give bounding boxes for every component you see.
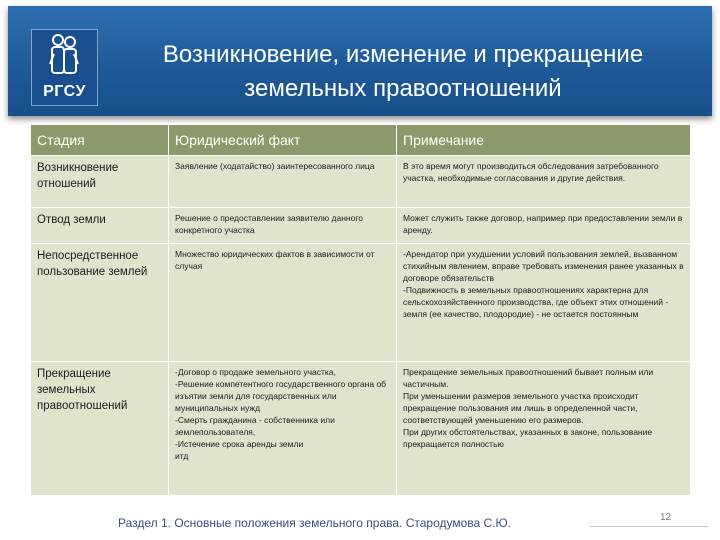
table-header-row bbox=[31, 125, 691, 156]
footer-text: Раздел 1. Основные положения земельного права. Стародумова С.Ю. bbox=[118, 516, 512, 530]
header-stage: Стадия bbox=[31, 125, 169, 156]
row-legal-fact: Решение о предоставлении заявителю данного конкретного участка bbox=[169, 208, 397, 244]
slide-title bbox=[103, 38, 703, 106]
legal-relations-table bbox=[30, 124, 691, 496]
row-note: -Арендатор при ухудшении условий пользования землей, вызванном стихийным явлением, вправе требовать изменения ранее указанных в договоре обязательств -Подвижность в земельных правоотношениях характерна для сельскохозяйственного производства, где объект этих отношений - земля (ее качество, плодородие) - не остается постоянным bbox=[397, 244, 691, 362]
row-note: Прекращение земельных правоотношений бывает полным или частичным. При уменьшении размеров земельного участка происходит прекращение пользования им лишь в определенной части, соответствующей уменьшению его размеров. При других обстоятельствах, указанных в законе, пользование прекращается полностью bbox=[397, 362, 691, 496]
title-line-2: земельных правоотношений bbox=[244, 75, 562, 102]
slide-header bbox=[8, 6, 712, 116]
row-stage: Возникновение отношений bbox=[31, 156, 169, 208]
row-note: Может служить также договор, например при предоставлении земли в аренду. bbox=[397, 208, 691, 244]
university-logo bbox=[31, 29, 98, 106]
row-stage: Непосредственное пользование землей bbox=[31, 244, 169, 362]
row-legal-fact: Множество юридических фактов в зависимости от случая bbox=[169, 244, 397, 362]
logo-text: РГСУ bbox=[43, 83, 86, 100]
row-stage: Прекращение земельных правоотношений bbox=[31, 362, 169, 496]
title-line-1: Возникновение, изменение и прекращение bbox=[162, 41, 644, 68]
table-row bbox=[31, 362, 691, 496]
footer-divider bbox=[590, 526, 708, 527]
row-legal-fact: Заявление (ходатайство) заинтересованного лица bbox=[169, 156, 397, 208]
row-note: В это время могут производиться обследования затребованного участка, необходимые согласования и другие действия. bbox=[397, 156, 691, 208]
header-note: Примечание bbox=[397, 125, 691, 156]
row-stage: Отвод земли bbox=[31, 208, 169, 244]
logo-figures-icon bbox=[44, 32, 84, 82]
table-row bbox=[31, 156, 691, 208]
table-row bbox=[31, 244, 691, 362]
header-legal-fact: Юридический факт bbox=[169, 125, 397, 156]
row-legal-fact: -Договор о продаже земельного участка, -Решение компетентного государственного органа об изъятии земли для государственных или муниципальных нужд -Смерть гражданина - собственника или землепользователя, -Истечение срока аренды земли итд bbox=[169, 362, 397, 496]
table-row bbox=[31, 208, 691, 244]
page-number: 12 bbox=[660, 512, 672, 523]
